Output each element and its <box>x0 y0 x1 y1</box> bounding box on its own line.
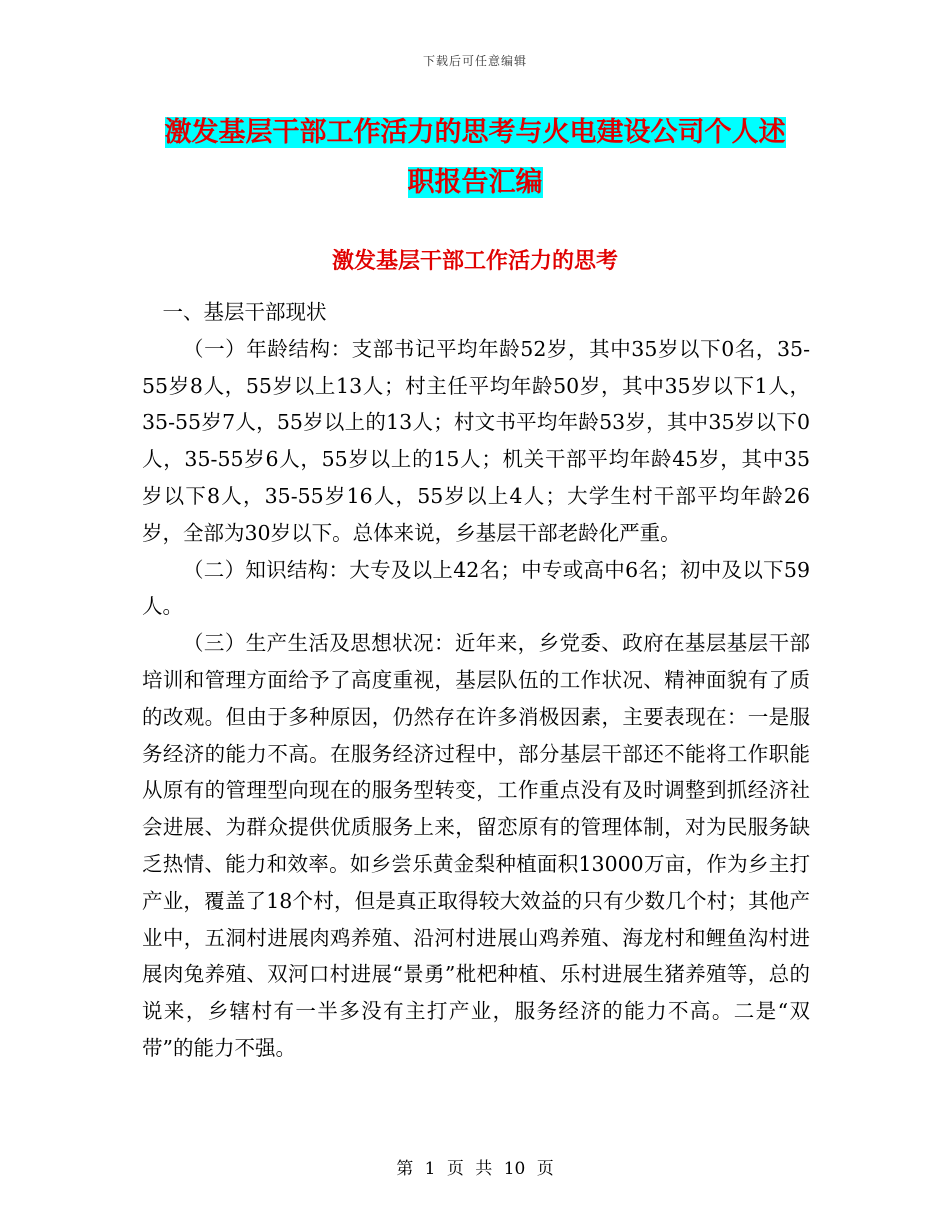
paragraph-age-structure: （一）年龄结构：支部书记平均年龄52岁，其中35岁以下0名，35-55岁8人，55岁以上13人；村主任平均年龄50岁，其中35岁以下1人，35-55岁7人，55岁以上的13人；村文书平均年龄53岁，其中35岁以下0人，35-55岁6人，55岁以上的15人；机关干部平均年龄45岁，其中35岁以下8人，35-55岁16人，55岁以上4人；大学生村干部平均年龄26岁，全部为30岁以下。总体来说，乡基层干部老龄化严重。 <box>142 336 810 545</box>
page-header-note: 下载后可任意编辑 <box>422 54 527 68</box>
section-title: 激发基层干部工作活力的思考 <box>331 249 618 274</box>
page-footer-number: 第 1 页 共 10 页 <box>396 1159 554 1179</box>
document-title-line-1: 激发基层干部工作活力的思考与火电建设公司个人述 <box>164 117 786 148</box>
paragraph-living-status: （三）生产生活及思想状况：近年来，乡党委、政府在基层基层干部培训和管理方面给予了高度重视，基层队伍的工作状况、精神面貌有了质的改观。但由于多种原因，仍然存在许多消极因素，主要表现在：一是服务经济的能力不高。在服务经济过程中，部分基层干部还不能将工作职能从原有的管理型向现在的服务型转变，工作重点没有及时调整到抓经济社会进展、为群众提供优质服务上来，留恋原有的管理体制，对为民服务缺乏热情、能力和效率。如乡尝乐黄金梨种植面积13000万亩，作为乡主打产业，覆盖了18个村，但是真正取得较大效益的只有少数几个村；其他产业中，五洞村进展肉鸡养殖、沿河村进展山鸡养殖、海龙村和鲤鱼沟村进展肉兔养殖、双河口村进展“景勇”枇杷种植、乐村进展生猪养殖等，总的说来，乡辖村有一半多没有主打产业，服务经济的能力不高。二是“双带”的能力不强。 <box>142 631 810 1060</box>
document-title-line-2: 职报告汇编 <box>407 167 543 198</box>
document-body <box>142 294 810 1067</box>
paragraph-heading-current-status: 一、基层干部现状 <box>162 300 327 324</box>
document-title <box>0 108 950 208</box>
paragraph-knowledge-structure: （二）知识结构：大专及以上42名；中专或高中6名；初中及以下59人。 <box>142 557 810 619</box>
